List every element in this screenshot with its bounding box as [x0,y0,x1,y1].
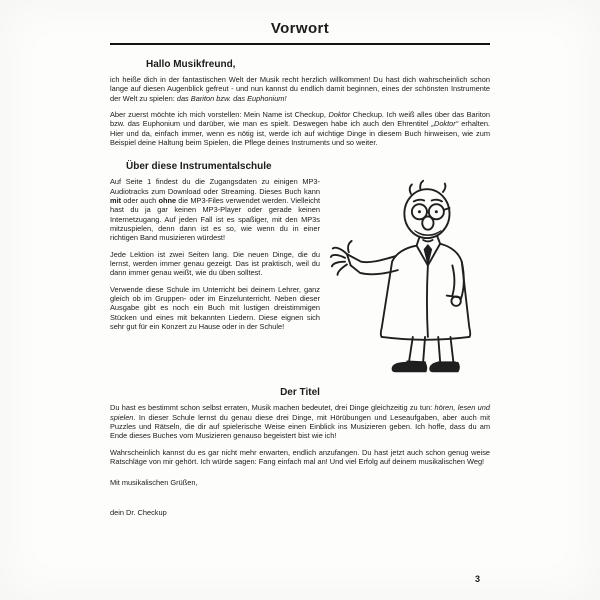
paragraph: Wahrscheinlich kannst du es gar nicht mehr erwarten, endlich anzufangen. Du hast jetzt auch schon genug weise Ratschläge von mir gehört. Ich würde sagen: Fang einfach mal an! Und viel Erfolg auf deinem musikalischen Weg! [110,447,490,466]
text-segment: die MP3-Files verwendet werden. Vielleicht hast du ja gar keinen MP3-Player oder gerade keinen Internetzugang. Auf jeden Fall ist es spaßiger, mit den MP3s mitzuspielen, denn dann ist es so, wie wenn du in einer richtigen Band musizieren würdest! [110,195,320,243]
text-segment: . In dieser Schule lernst du genau diese drei Dinge, mit Hörübungen und Leseaufgaben, aber auch mit Puzzles und Rätseln, die dir auf spielerische Weise einen Einblick ins Musizieren geben. Ich hoffe, dass du am Ende dieses Buches vom Musizieren genauso begeistert bist wie ich! [110,412,490,441]
doctor-checkup-illustration [330,177,490,383]
text-segment: Checkup. Ich weiß alles über das Bariton bzw. das Euphonium und darüber, wie man es spielt. Deswegen habe ich auch den Ehrentitel [110,109,490,129]
paragraph: Verwende diese Schule im Unterricht bei deinem Lehrer, ganz gleich ob im Gruppen- oder im Einzelunterricht. Neben dieser Ausgabe gibt es noch ein Buch mit lustigen dreistimmigen Stücken und eines mit bekannten Liedern. Diese eignen sich sehr gut für ein Konzert zu Hause oder in der Schule! [110,284,320,331]
der-titel-heading: Der Titel [280,387,320,399]
text-segment: erhalten. Hier und da, einfach immer, wenn es nötig ist, werde ich auf wichtige Dinge in diesem Buch hinweisen, wie zum Beispiel deine Haltung beim Spielen, die Pflege deines Instruments und so weiter. [110,119,490,147]
paragraph [110,75,490,103]
text-segment: Aber zuerst möchte ich mich vorstellen: Mein Name ist Checkup, [110,109,329,119]
closing-block [110,478,490,517]
page-title: Vorwort [270,20,330,37]
paragraph [110,403,490,440]
italic-segment: „Doktor“ [431,119,459,129]
text-segment: Du hast es bestimmt schon selbst erraten, Musik machen bedeutet, drei Dinge gleichzeitig zu tun: [110,403,435,413]
bold-segment: mit [110,195,122,205]
section-about-method [110,161,490,331]
doctor-cartoon-drawing [330,177,490,383]
about-heading: Über diese Instrumentalschule [126,161,272,173]
section-greeting [110,59,490,147]
italic-segment: das Bariton bzw. das Euphonium! [176,93,287,103]
italic-segment: hören, lesen und spielen [110,403,490,422]
italic-segment: Doktor [328,109,351,119]
paragraph: Jede Lektion ist zwei Seiten lang. Die neuen Dinge, die du lernst, werden immer genau gezeigt. Das ist praktisch, weil du dann immer genau weißt, wie du üben solltest. [110,249,320,278]
text-segment: Auf Seite 1 findest du die Zugangsdaten zu einigen MP3-Audiotracks zum Download oder Streaming. Dieses Buch kann [110,177,320,196]
text-segment: oder auch [121,195,159,205]
text-segment: ich heiße dich in der fantastischen Welt der Musik recht herzlich willkommen! Du hast dich wahrscheinlich schon lange auf diesen Augenblick gefreut - und nun kannst du endlich damit beginnen, eines der schönsten Instrumente der Welt zu spielen: [110,75,490,103]
title-rule [110,43,490,45]
page-number: 3 [474,574,480,584]
bold-segment: ohne [158,195,177,205]
greeting-heading: Hallo Musikfreund, [146,59,236,70]
paragraph [110,110,490,147]
section-der-titel [110,387,490,466]
closing-salutation: Mit musikalischen Grüßen, [110,478,198,488]
closing-signature: dein Dr. Checkup [110,507,167,517]
